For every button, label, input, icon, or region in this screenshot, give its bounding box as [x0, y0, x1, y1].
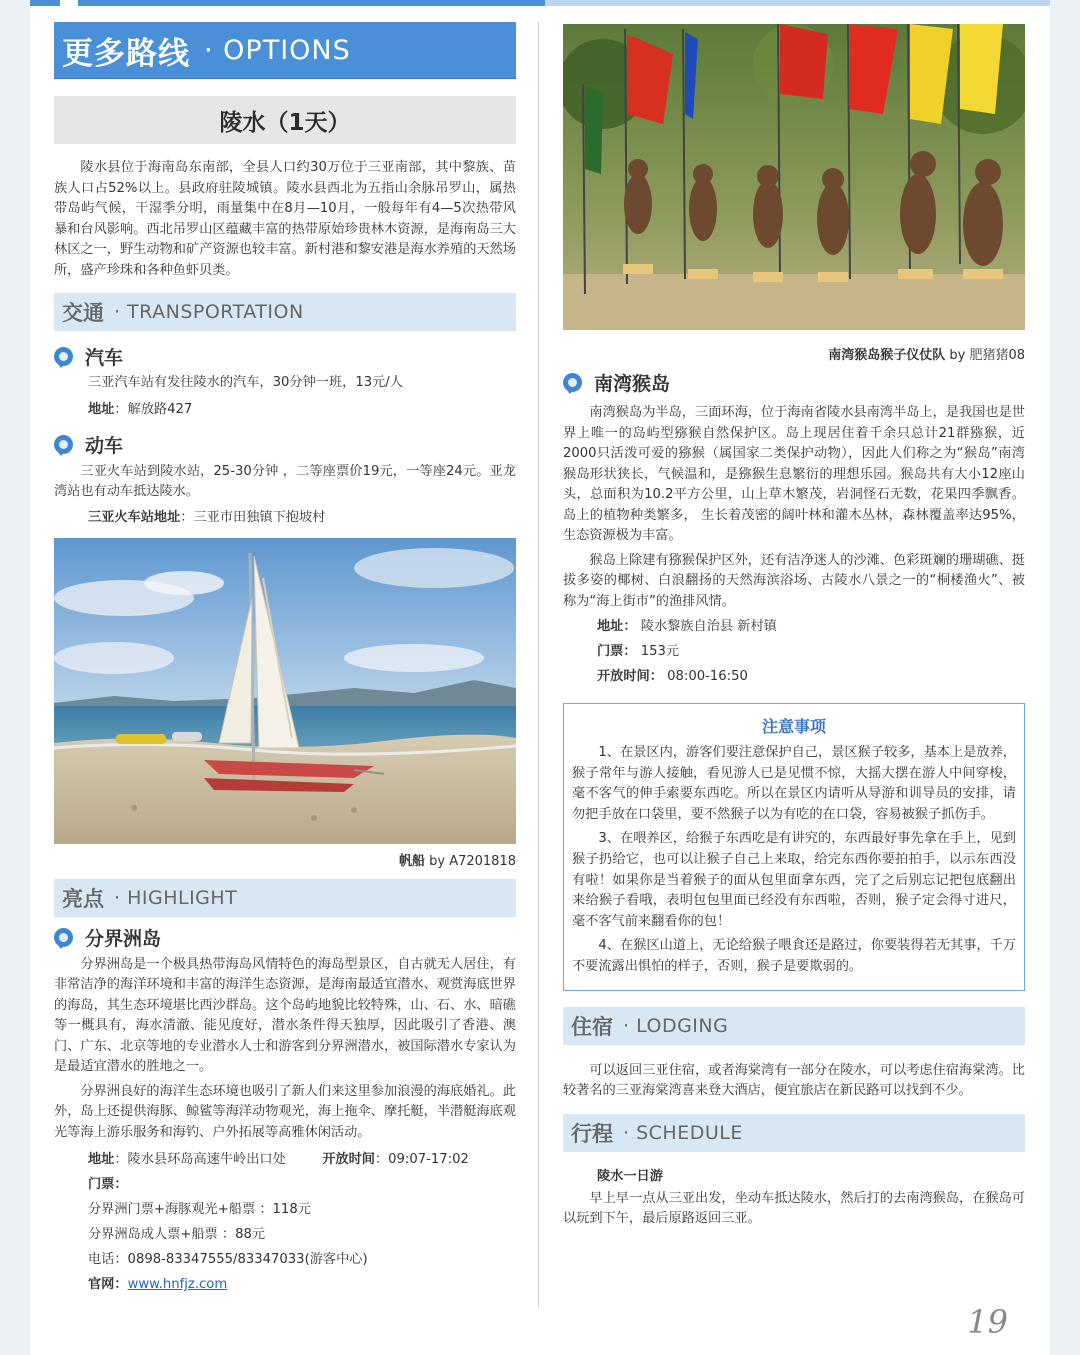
sailboat-image — [54, 538, 516, 844]
fenjiezhou-heading — [54, 923, 516, 953]
monkey-address — [563, 614, 1025, 639]
intro-paragraph: 陵水县位于海南岛东南部，全县人口约30万位于三亚南部，其中黎族、苗族人口占52%以上。县政府驻陵城镇。陵水县西北为五指山余脉吊罗山，属热带岛屿气候，干湿季分明，雨量集中在8月—10月，一般每年有4—5次热带风暴和台风影响。西北吊罗山区蕴藏丰富的热带原始珍贵林木资源，是海南岛三大林区之一，野生动物和矿产资源也较丰富。新村港和黎安港是海水养殖的天然场所，盛产珍珠和各种鱼虾贝类。 — [54, 160, 516, 278]
monkey-ticket — [563, 639, 1025, 664]
lodging-paragraph: 可以返回三亚住宿，或者海棠湾有一部分在陵水，可以考虑住宿海棠湾。比较著名的三亚海棠湾喜来登大酒店，便宜旅店在新民路可以找到不少。 — [563, 1062, 1025, 1099]
bus-desc: 三亚汽车站有发往陵水的汽车，30分钟一班，13元/人 — [88, 375, 403, 390]
train-station-address — [54, 505, 516, 530]
bus-address-label: 地址 — [88, 401, 115, 417]
section-title-en: · TRANSPORTATION — [114, 301, 304, 323]
website-colon: ： — [114, 1277, 128, 1292]
section-title-cn: 行程 — [571, 1121, 613, 1146]
caption-credit: by 肥猪猪08 — [945, 348, 1025, 363]
top-accent-bar — [30, 0, 60, 6]
notice-item-3: 3、在喂养区，给猴子东西吃是有讲究的，东西最好事先拿在手上，见到猴子扔给它，也可以让猴子自己上来取，给完东西你要拍拍手，以示东西没有啦！如果你是当着猴子的面从包里面拿东西，完了之后别忘记把包底翻出来给猴子看哦，表明包包里面已经没有东西啦，否则，猴子定会得寸进尺，毫不客气前来翻看你的包！ — [572, 831, 1016, 929]
fenjiezhou-title: 分界洲岛 — [85, 928, 162, 950]
monkey-paragraph-2: 猴岛上除建有猕猴保护区外，还有洁净迷人的沙滩、色彩斑斓的珊瑚礁、挺拔多姿的椰树、白浪翻扬的天然海滨浴场、古陵水八景之一的“桐楼渔火”、被称为“海上街市”的渔排风情。 — [563, 552, 1025, 609]
banner-title-cn: 更多路线 — [62, 35, 190, 72]
page-number: 19 — [967, 1303, 1008, 1341]
notice-item-4: 4、在猴区山道上，无论给猴子喂食还是路过，你要装得若无其事，千万不要流露出惧怕的样子，否则，猴子是要欺弱的。 — [572, 938, 1016, 974]
sailboat-photo — [54, 538, 516, 844]
monkey-caption — [563, 344, 1025, 363]
speech-bubble-icon — [563, 373, 582, 392]
monkey-hours — [563, 664, 1025, 689]
schedule-section-bar — [563, 1114, 1025, 1152]
column-divider — [538, 22, 539, 1307]
notice-title: 注意事项 — [761, 717, 826, 736]
fenjiezhou-ticket-1: 分界洲门票+海豚观光+船票 ：118元 — [88, 1202, 311, 1217]
caption-title: 帆船 — [398, 853, 425, 869]
schedule-title-text: 陵水一日游 — [597, 1168, 663, 1184]
section-title-en: · SCHEDULE — [623, 1121, 743, 1144]
monkey-island-heading — [563, 367, 1025, 397]
fenjiezhou-paragraph-2: 分界洲良好的海洋生态环境也吸引了新人们来这里参加浪漫的海底婚礼。此外，岛上还提供海豚、鲸鲨等海洋动物观光，海上拖伞、摩托艇，半潜艇海底观光等海上游乐服务和海钓、户外拓展等高雅休闲活动。 — [54, 1083, 516, 1140]
caption-credit: by A7201818 — [425, 853, 516, 869]
fenjiezhou-ticket-2: 分界洲岛成人票+船票 ：88元 — [88, 1227, 266, 1242]
section-title-en: · LODGING — [623, 1014, 729, 1037]
fenjiezhou-address-hours — [54, 1147, 516, 1172]
bus-title: 汽车 — [85, 346, 124, 369]
schedule-paragraph: 早上早一点从三亚出发，坐动车抵达陵水，然后打的去南湾猴岛，在猴岛可以玩到下午，最后原路返回三亚。 — [563, 1190, 1025, 1227]
ticket-label: 门票： — [597, 644, 637, 659]
section-title-cn: 住宿 — [571, 1014, 613, 1039]
monkey-island-title: 南湾猴岛 — [594, 372, 671, 395]
options-banner — [54, 22, 516, 78]
monkey-paragraph-1: 南湾猴岛为半岛，三面环海，位于海南省陵水县南湾半岛上，是我国也是世界上唯一的岛屿型猕猴自然保护区。岛上现居住着千余只总计21群猕猴，近2000只活泼可爱的猕猴（属国家二类保护动物），因此人们称之为“猴岛”南湾猴岛形状狭长，气候温和，是猕猴生息繁衍的理想乐园。猴岛共有大小12座山头，总面积为10.2平方公里，山上草木繁茂，岩洞怪石无数，花果四季飘香。岛上的植物种类繁多， 生长着茂密的阔叶林和灌木丛林，森林覆盖率达95%，生态资源极为丰富。 — [563, 405, 1025, 543]
caption-title: 南湾猴岛猴子仪仗队 — [828, 348, 946, 363]
train-address-value: ：三亚市田独镇下抱坡村 — [180, 509, 326, 525]
lodging-section-bar — [563, 1007, 1025, 1045]
address-label: 地址 — [88, 1152, 115, 1167]
train-title: 动车 — [85, 435, 124, 457]
ticket-label: 门票 — [88, 1177, 115, 1192]
top-accent-bar — [545, 0, 1050, 6]
fenjiezhou-phone: 电话：0898-83347555/83347033(游客中心) — [88, 1252, 368, 1267]
monkey-photo — [563, 24, 1025, 330]
notice-box — [563, 703, 1025, 991]
fenjiezhou-paragraph-1: 分界洲岛是一个极具热带海岛风情特色的海岛型景区，自古就无人居住，有非常洁净的海洋环境和丰富的海洋生态资源，是海南最适宜潜水、观赏海底世界的海岛，其生态环境堪比西沙群岛。这个岛屿地貌比较特殊，山、石、水、暗礁等一概具有，海水清澈、能见度好，潜水条件得天独厚，因此吸引了香港、澳门、广东、北京等地的专业潜水人士和游客到分界洲潜水，被国际潜水专家认为是最适宜潜水的胜地之一。 — [54, 956, 516, 1074]
website-label: 官网 — [88, 1277, 115, 1292]
section-title-cn: 交通 — [62, 301, 104, 325]
hours-label: 开放时间： — [597, 669, 663, 684]
bus-address-value: ：解放路427 — [114, 401, 193, 417]
schedule-title — [563, 1164, 1025, 1189]
sailboat-caption — [54, 850, 516, 869]
speech-bubble-icon — [54, 347, 73, 366]
website-link[interactable]: www.hnfjz.com — [127, 1277, 228, 1292]
monkey-guard-image — [563, 24, 1025, 330]
address-value: ：陵水县环岛高速牛岭出口处 — [114, 1152, 286, 1167]
train-address-label: 三亚火车站地址 — [88, 509, 181, 525]
transport-section-bar — [54, 293, 516, 331]
right-column — [563, 24, 1025, 1230]
fenjiezhou-ticket-label — [54, 1172, 516, 1197]
route-title: 陵水（1天） — [54, 96, 516, 144]
ticket-colon: ： — [114, 1177, 128, 1192]
highlight-section-bar — [54, 879, 516, 917]
hours-label: 开放时间 — [322, 1152, 375, 1167]
guidebook-page — [30, 0, 1050, 1355]
address-label: 地址： — [597, 619, 637, 634]
train-desc: 三亚火车站到陵水站，25-30分钟 ，二等座票价19元，一等座24元。亚龙湾站也有动车抵达陵水。 — [54, 463, 516, 499]
left-column — [54, 22, 516, 1297]
speech-bubble-icon — [54, 435, 73, 454]
address-value: 陵水黎族自治县 新村镇 — [636, 619, 777, 634]
train-heading — [54, 430, 516, 460]
hours-value: 08:00-16:50 — [662, 669, 748, 684]
bus-address — [54, 397, 516, 422]
ticket-value: 153元 — [636, 644, 680, 659]
notice-item-1: 1、在景区内，游客们要注意保护自己，景区猴子较多，基本上是放养，猴子常年与游人接触，看见游人已是见惯不惊，大摇大摆在游人中间穿梭，毫不客气的伸手索要东西吃。所以在景区内请听从导游和训导员的安排，请勿把手放在口袋里，要不然猴子以为有吃的在口袋，容易被猴子抓伤手。 — [572, 745, 1016, 822]
speech-bubble-icon — [54, 928, 73, 947]
banner-title-en: · OPTIONS — [204, 34, 351, 66]
fenjiezhou-website — [54, 1272, 516, 1297]
top-accent-bar — [78, 0, 550, 6]
bus-heading — [54, 341, 516, 371]
section-title-en: · HIGHLIGHT — [114, 886, 238, 909]
section-title-cn: 亮点 — [62, 886, 104, 911]
hours-value: ：09:07-17:02 — [374, 1152, 469, 1167]
